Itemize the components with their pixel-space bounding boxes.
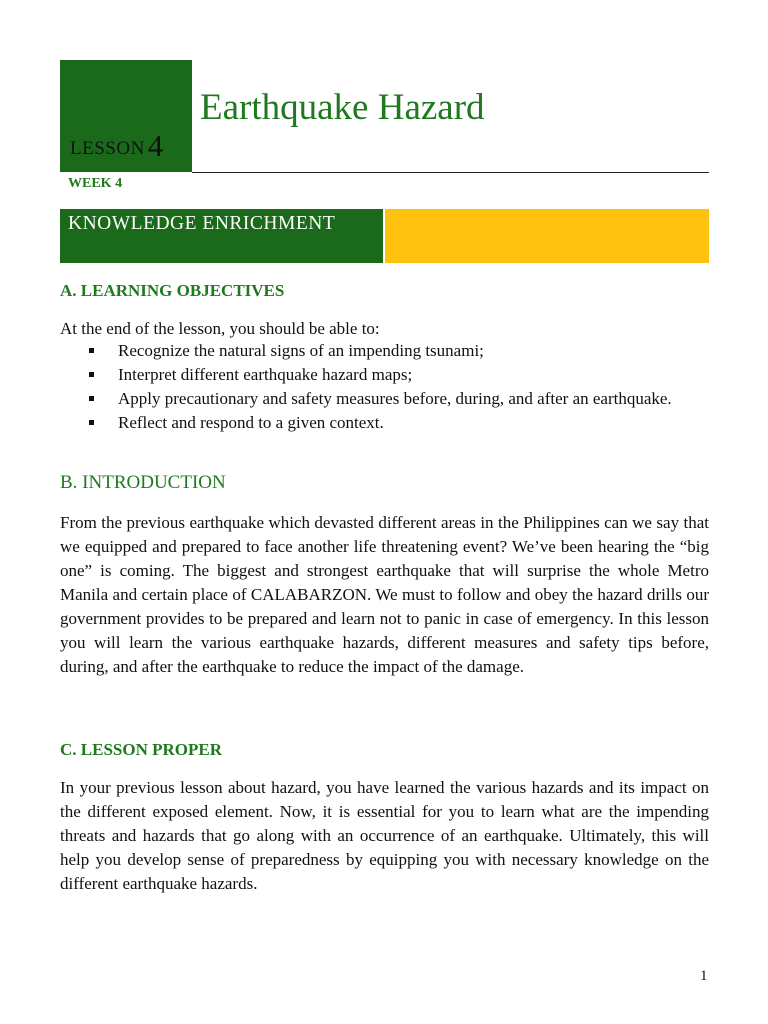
introduction-paragraph: From the previous earthquake which devasted different areas in the Philippines can we say that we equipped and prepared to face another life threatening event? We’ve been hearing the “big one” is coming. The biggest and strongest earthquake that will surprise the whole Metro Manila and certain place of CALABARZON. We must to follow and obey the hazard drills our government provides to be prepared and learn not to panic in case of emergency. In this lesson you will learn the various earthquake hazards, different measures and safety tips before, during, and after the earthquake to reduce the impact of the damage. xyxy=(60,513,709,676)
lesson-proper-paragraph: In your previous lesson about hazard, you have learned the various hazards and its impact on the different exposed element. Now, it is essential for you to learn what are the impending threats and hazards that go along with an occurrence of an earthquake. Ultimately, this will help you develop sense of preparedness by equipping you with necessary knowledge on the different earthquake hazards. xyxy=(60,778,709,893)
lesson-word: LESSON xyxy=(70,138,145,159)
banner-title: KNOWLEDGE ENRICHMENT xyxy=(68,213,336,234)
square-bullet-icon xyxy=(89,396,94,401)
objective-item xyxy=(60,339,709,363)
lesson-number: 4 xyxy=(147,128,164,163)
week-label: WEEK 4 xyxy=(68,176,123,191)
page-number: 1 xyxy=(700,968,708,984)
objective-text: Interpret different earthquake hazard maps; xyxy=(118,365,413,384)
objective-item xyxy=(60,363,709,387)
objective-text: Reflect and respond to a given context. xyxy=(118,413,384,432)
section-a-heading: A. LEARNING OBJECTIVES xyxy=(60,281,285,300)
objectives-list xyxy=(60,339,709,435)
objective-item xyxy=(60,387,709,411)
title-divider xyxy=(192,172,709,173)
objective-text: Recognize the natural signs of an impending tsunami; xyxy=(118,341,484,360)
page-title: Earthquake Hazard xyxy=(200,87,485,128)
section-c-heading: C. LESSON PROPER xyxy=(60,740,222,759)
square-bullet-icon xyxy=(89,348,94,353)
objectives-intro: At the end of the lesson, you should be able to: xyxy=(60,319,380,338)
objective-text: Apply precautionary and safety measures before, during, and after an earthquake. xyxy=(118,389,672,408)
square-bullet-icon xyxy=(89,372,94,377)
objective-item xyxy=(60,411,709,435)
square-bullet-icon xyxy=(89,420,94,425)
banner-yellow-block xyxy=(385,209,709,263)
section-b-heading: B. INTRODUCTION xyxy=(60,472,226,493)
lesson-label xyxy=(70,128,164,164)
